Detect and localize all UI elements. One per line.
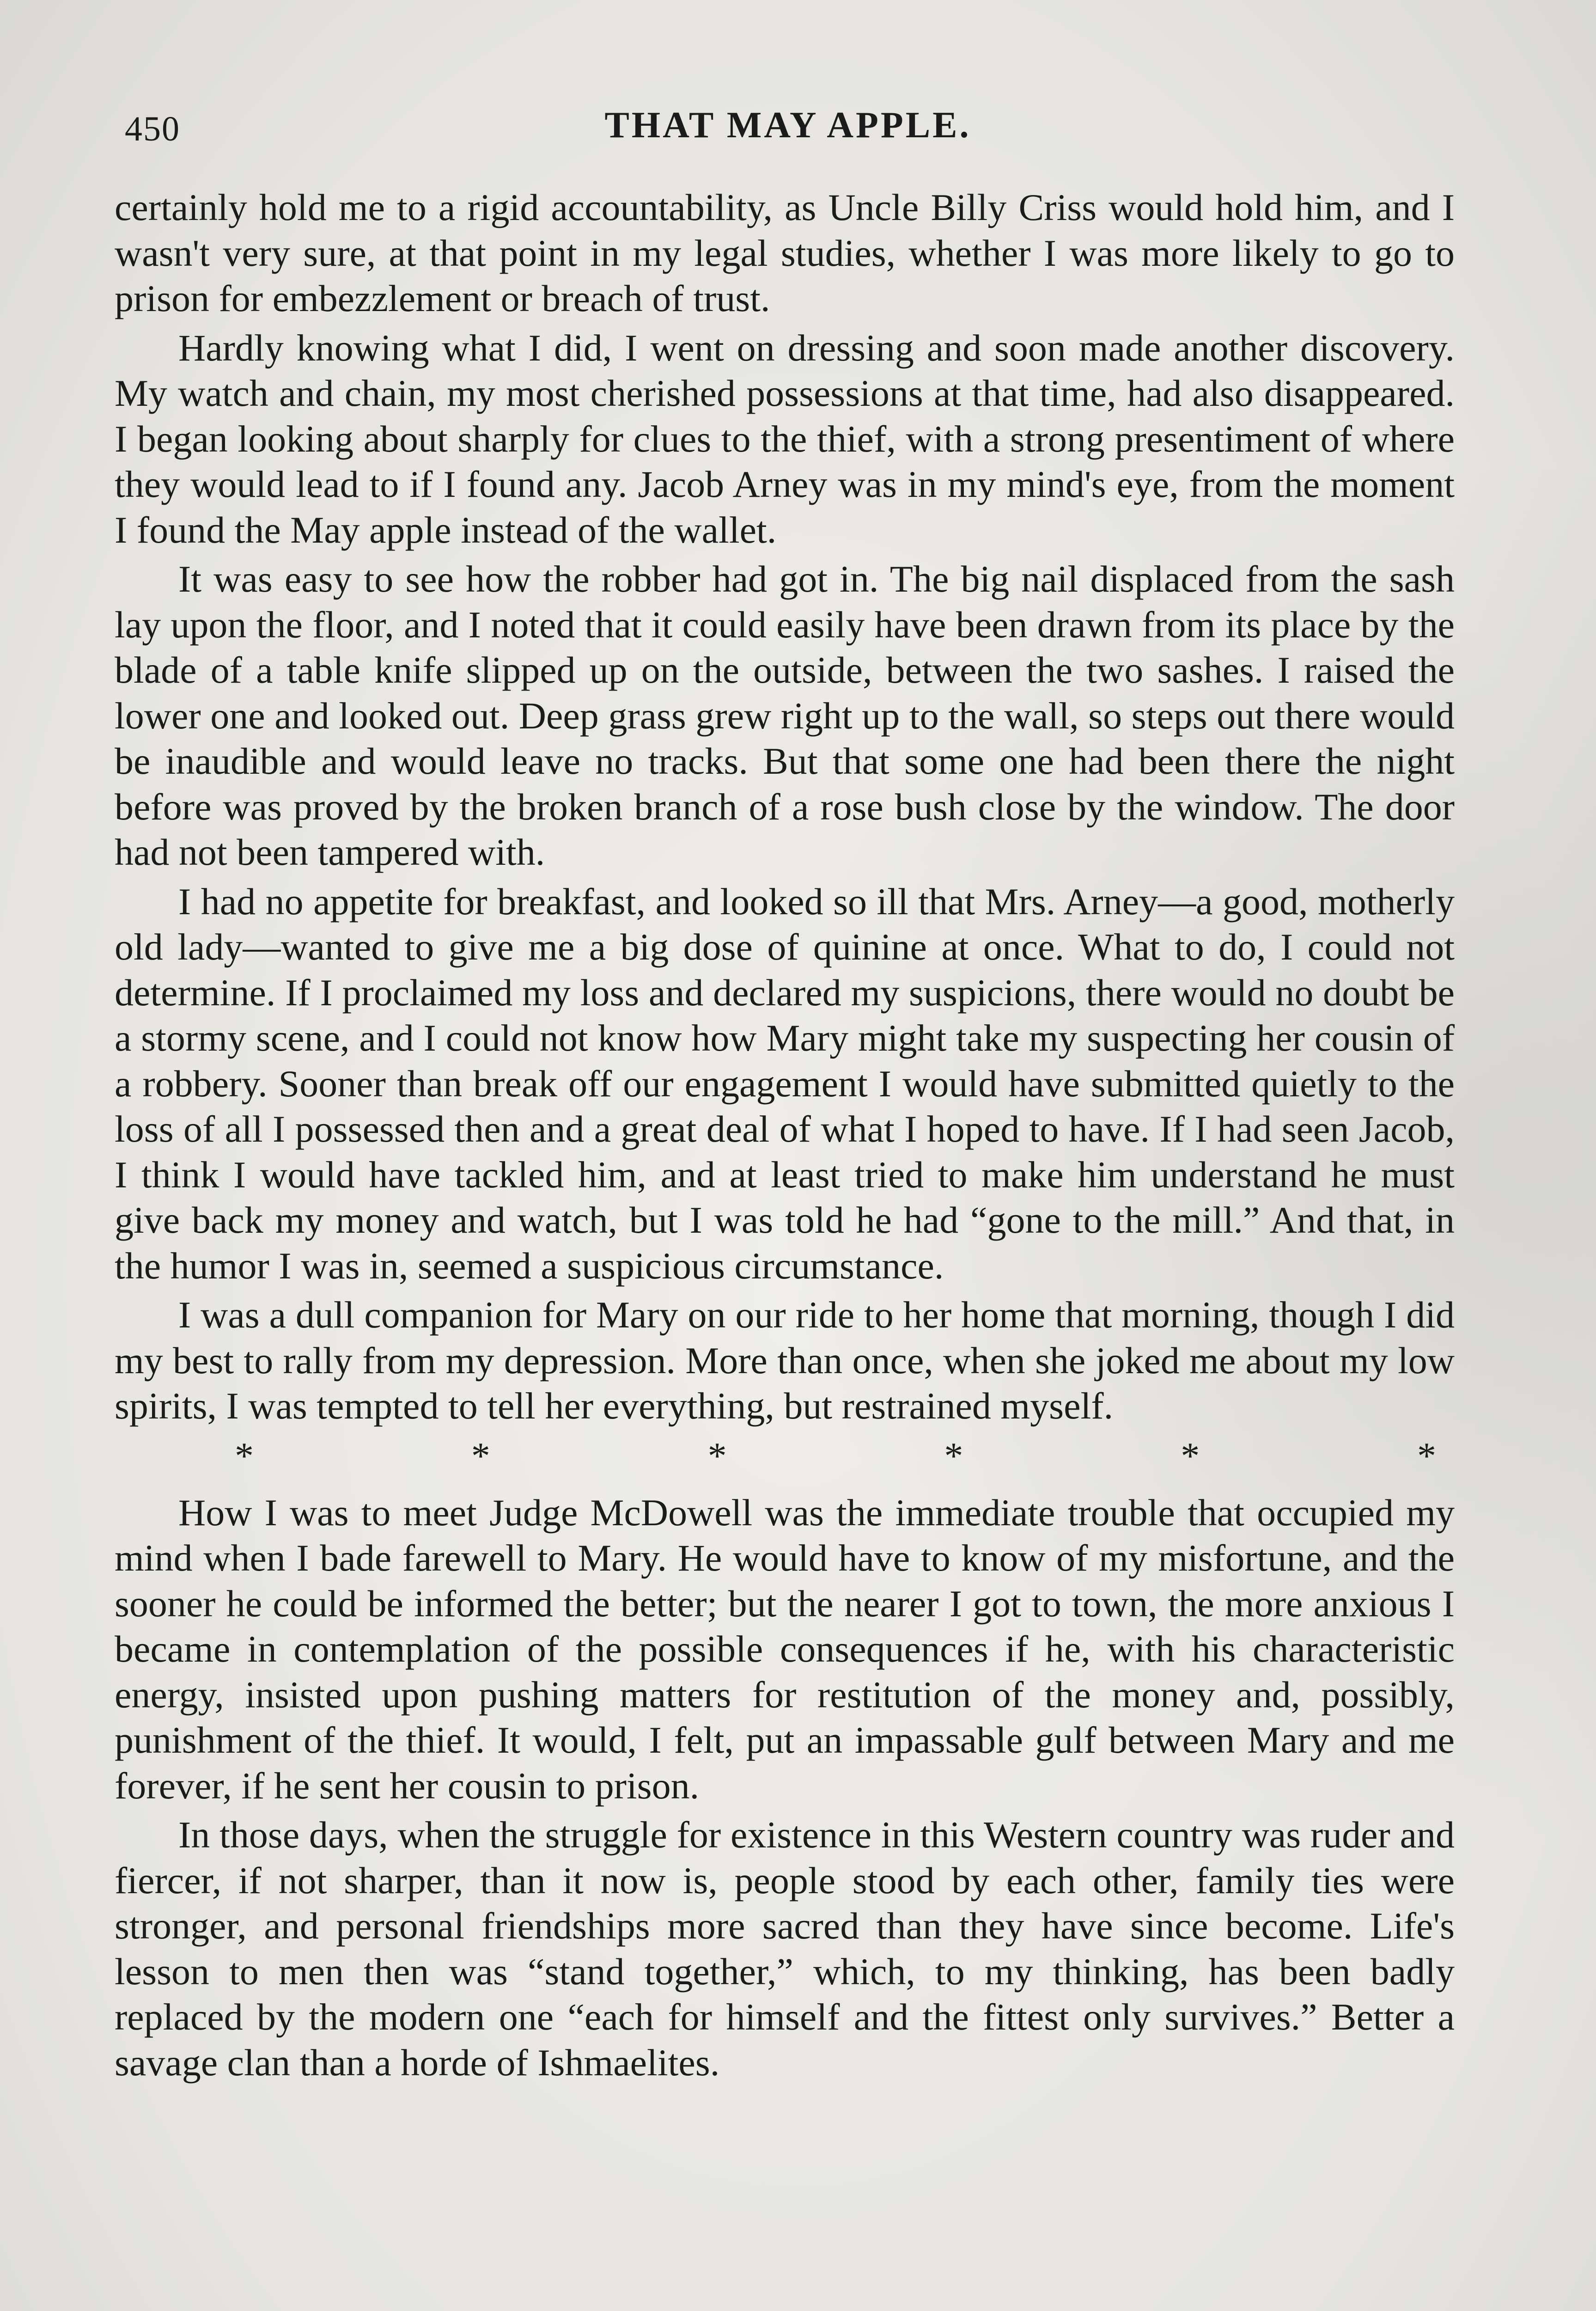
- asterisk: *: [1417, 1434, 1436, 1477]
- page-header: [125, 104, 1451, 155]
- asterisk: *: [471, 1434, 490, 1477]
- running-title: THAT MAY APPLE.: [604, 105, 971, 146]
- section-break: [115, 1433, 1455, 1479]
- asterisk: *: [707, 1434, 727, 1477]
- paragraph: I was a dull companion for Mary on our ride to her home that morning, though I did my best to rally from my depression. More than once, when she joked me about my low spirits, I was tempted to tell her everything, but restrained myself.: [115, 1294, 1455, 1427]
- paragraph: It was easy to see how the robber had got in. The big nail displaced from the sash lay upon the floor, and I noted that it could easily have been drawn from its place by the blade of a table knife slipped up on the outside, between the two sashes. I raised the lower one and looked out. Deep grass grew right up to the wall, so steps out there would be inaudible and would leave no tracks. But that some one had been there the night before was proved by the broken branch of a rose bush close by the window. The door had not been tampered with.: [115, 558, 1455, 873]
- page-number: 450: [125, 110, 180, 148]
- paragraph: Hardly knowing what I did, I went on dressing and soon made another discovery. My watch and chain, my most cherished possessions at that time, had also disappeared. I began looking about sharply for clues to the thief, with a strong presentiment of where they would lead to if I found any. Jacob Arney was in my mind's eye, from the moment I found the May apple instead of the wallet.: [115, 326, 1455, 551]
- paragraph: certainly hold me to a rigid accountability, as Uncle Billy Criss would hold him, and I wasn't very sure, at that point in my legal studies, whether I was more likely to go to prison for embezzlement or breach of trust.: [115, 186, 1455, 319]
- asterisk: *: [1181, 1434, 1200, 1477]
- paragraph: How I was to meet Judge McDowell was the immediate trouble that occupied my mind when I bade farewell to Mary. He would have to know of my misfortune, and the sooner he could be informed the better; but the nearer I got to town, the more anxious I became in contemplation of the possible consequences if he, with his characteristic energy, insisted upon pushing matters for restitution of the money and, possibly, punishment of the thief. It would, I felt, put an impassable gulf between Mary and me forever, if he sent her cousin to prison.: [115, 1491, 1455, 1807]
- asterisk: *: [944, 1434, 963, 1477]
- paragraph: In those days, when the struggle for existence in this Western country was ruder and fiercer, if not sharper, than it now is, people stood by each other, family ties were stronger, and personal friendships more sacred than they have since become. Life's lesson to men then was “stand together,” which, to my thinking, has been badly replaced by the modern one “each for himself and the fittest only survives.” Better a savage clan than a horde of Ishmaelites.: [115, 1814, 1455, 2084]
- paragraph: I had no appetite for breakfast, and looked so ill that Mrs. Arney—a good, motherly old lady—wanted to give me a big dose of quinine at once. What to do, I could not determine. If I proclaimed my loss and declared my suspicions, there would no doubt be a stormy scene, and I could not know how Mary might take my suspecting her cousin of a robbery. Sooner than break off our engagement I would have submitted quietly to the loss of all I possessed then and a great deal of what I hoped to have. If I had seen Jacob, I think I would have tackled him, and at least tried to make him understand he must give back my money and watch, but I was told he had “gone to the mill.” And that, in the humor I was in, seemed a suspicious circumstance.: [115, 880, 1455, 1287]
- asterisk: *: [235, 1434, 254, 1477]
- body-text: [115, 185, 1455, 2089]
